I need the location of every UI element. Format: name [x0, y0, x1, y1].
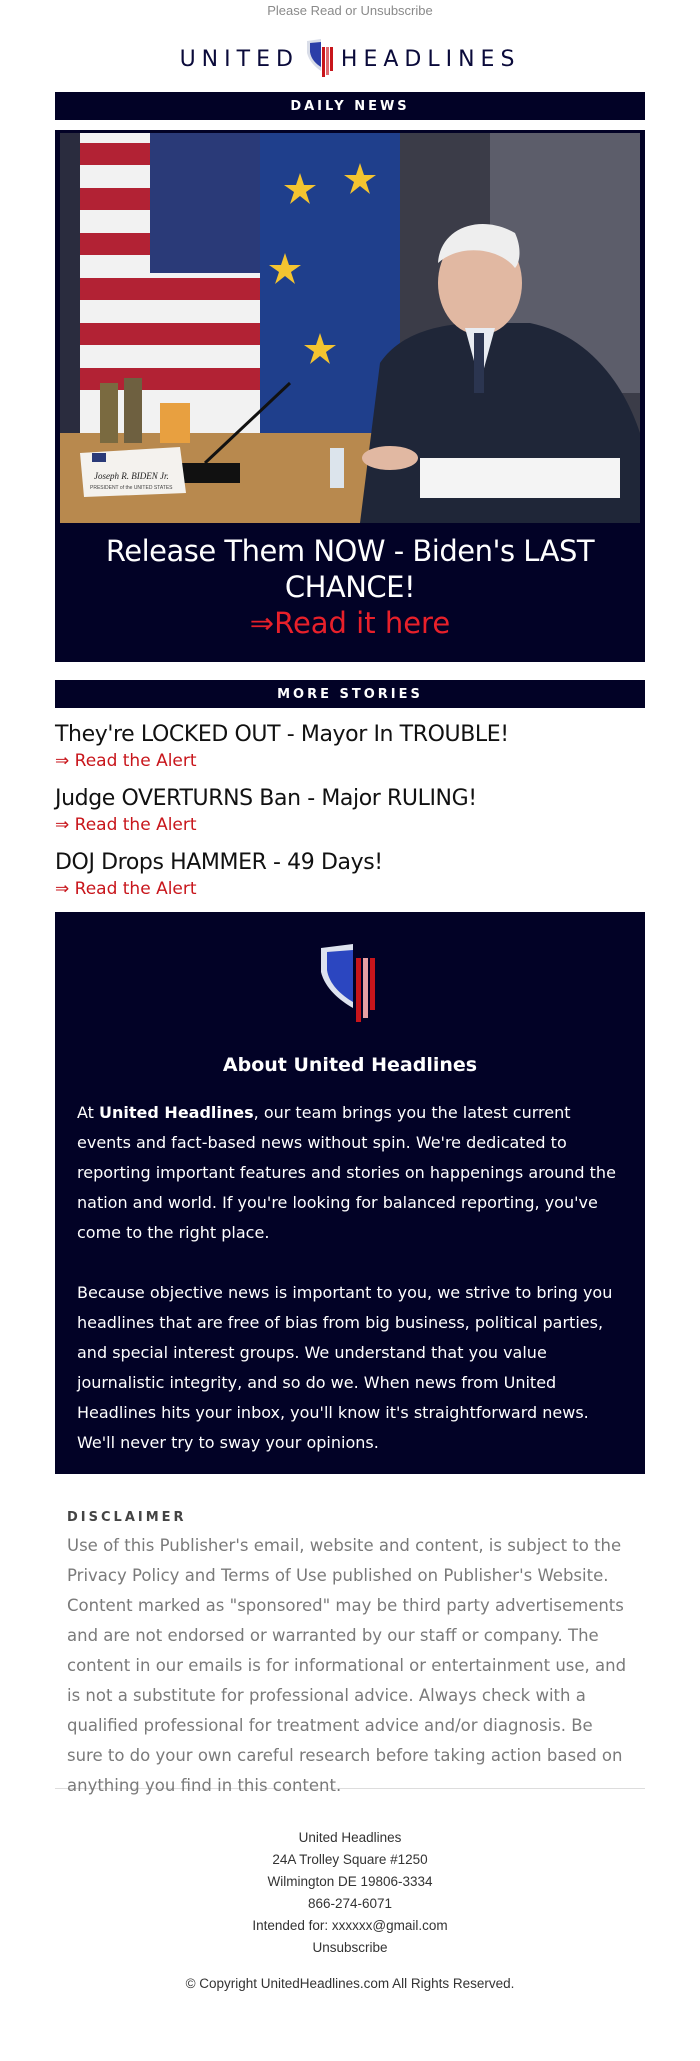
story-list [55, 720, 645, 900]
hero-headline[interactable]: Release Them NOW - Biden's LAST CHANCE! [105, 534, 595, 604]
footer-address-line2: Wilmington DE 19806-3334 [267, 1874, 433, 1889]
story-read-link[interactable]: ⇒ Read the Alert [55, 879, 197, 899]
nameplate-line1: Joseph R. BIDEN Jr. [94, 471, 169, 481]
about-p1-prefix: At [77, 1103, 100, 1122]
shield-logo-icon [305, 37, 335, 81]
about-section [55, 912, 645, 1474]
story-title[interactable]: Judge OVERTURNS Ban - Major RULING! [55, 786, 477, 811]
nameplate-line2: PRESIDENT of the UNITED STATES [90, 485, 173, 491]
hero-illustration [60, 133, 640, 523]
preheader-link[interactable]: Please Read or Unsubscribe [267, 3, 433, 18]
story-item[interactable] [55, 784, 645, 836]
story-read-link[interactable]: ⇒ Read the Alert [55, 751, 197, 771]
unsubscribe-link[interactable]: Unsubscribe [312, 1940, 388, 1955]
hero-card[interactable] [55, 130, 645, 662]
daily-news-band: DAILY NEWS [55, 92, 645, 120]
logo-word-left: UNITED [179, 46, 299, 72]
copyright: © Copyright UnitedHeadlines.com All Rights Reserved. [185, 1976, 515, 1991]
about-paragraph-1 [77, 1098, 623, 1248]
more-stories-band: MORE STORIES [55, 680, 645, 708]
disclaimer-section [55, 1474, 645, 1795]
about-p1-rest: , our team brings you the latest current events and fact-based news without spin. We're dedicated to reporting important features and stories on happenings around the nation and world. If you're looking for balanced reporting, you've come to the right place. [77, 1103, 616, 1242]
story-title[interactable]: DOJ Drops HAMMER - 49 Days! [55, 850, 383, 875]
footer [0, 1789, 700, 1995]
story-title[interactable]: They're LOCKED OUT - Mayor In TROUBLE! [55, 722, 509, 747]
hero-image[interactable] [60, 133, 640, 523]
story-item[interactable] [55, 848, 645, 900]
footer-phone: 866-274-6071 [307, 1896, 393, 1911]
hero-read-link[interactable]: ⇒Read it here [249, 606, 451, 640]
footer-company: United Headlines [298, 1830, 402, 1845]
disclaimer-heading: DISCLAIMER [67, 1510, 187, 1525]
logo-word-right: HEADLINES [340, 46, 521, 72]
disclaimer-body: Use of this Publisher's email, website and content, is subject to the Privacy Policy and Terms of Use published on Publisher's Website. Content marked as "sponsored" may be third party advertisements and are not endorsed or warranted by our staff or company. The content in our emails is for informational or entertainment use, and is not a substitute for professional advice. Always check with a qualified professional for treatment advice and/or diagnosis. Be sure to do your own careful research before taking action based on anything you find in this content. [67, 1536, 627, 1795]
brand-logo[interactable] [0, 26, 700, 92]
story-item[interactable] [55, 720, 645, 772]
shield-logo-icon [319, 942, 381, 1024]
about-paragraph-2: Because objective news is important to you, we strive to bring you headlines that are free of bias from big business, political parties, and special interest groups. We understand that you value journalistic integrity, and so do we. When news from United Headlines hits your inbox, you'll know it's straightforward news. We'll never try to sway your opinions. [77, 1283, 613, 1452]
footer-intended-for: Intended for: xxxxxx@gmail.com [252, 1918, 448, 1933]
about-title: About United Headlines [222, 1054, 478, 1076]
about-logo [77, 942, 623, 1024]
nameplate [80, 447, 186, 497]
about-brand-name: United Headlines [99, 1103, 254, 1122]
story-read-link[interactable]: ⇒ Read the Alert [55, 815, 197, 835]
preheader [0, 0, 700, 26]
footer-address-line1: 24A Trolley Square #1250 [272, 1852, 428, 1867]
